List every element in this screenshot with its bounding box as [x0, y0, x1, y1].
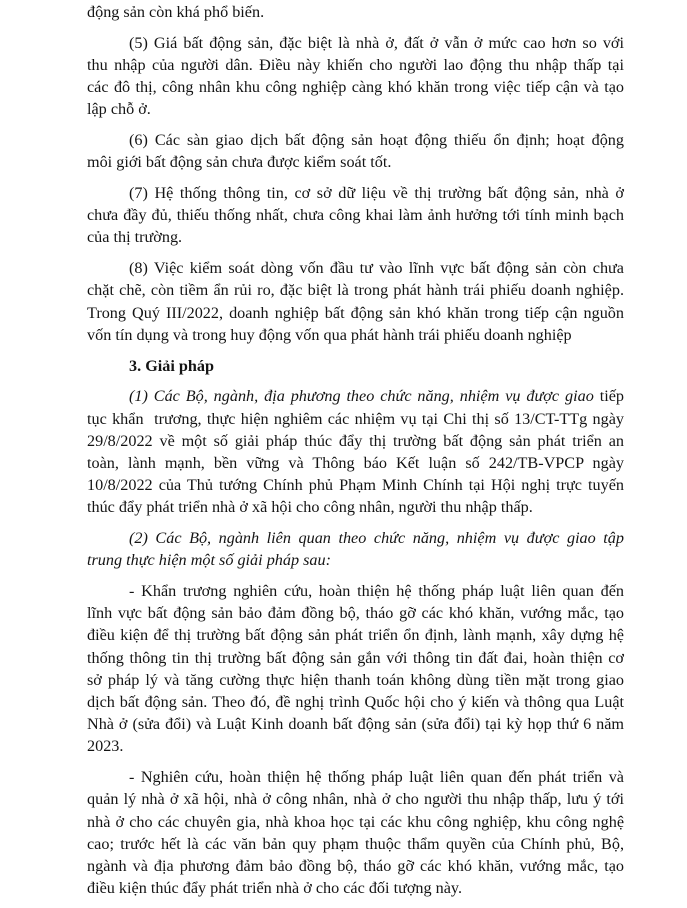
lead-rest: tiếp — [593, 387, 624, 406]
text-line: Nhà ở (sửa đổi) và Luật Kinh doanh bất động sản (sửa đổi) tại kỳ họp thứ 6 năm — [87, 715, 624, 734]
text-line: - Nghiên cứu, hoàn thiện hệ thống pháp luật liên quan đến phát triển và — [129, 768, 624, 787]
text-line: (2) Các Bộ, ngành liên quan theo chức năng, nhiệm vụ được giao tập — [129, 529, 624, 548]
text-line: các đô thị, công nhân khu công nghiệp càng khó khăn trong việc tiếp cận và tạo — [87, 78, 624, 97]
text-line: ngành và địa phương đảm bảo đồng bộ, tháo gỡ các khó khăn, vướng mắc, tạo — [87, 856, 624, 875]
paragraph-7 — [87, 182, 624, 249]
text-line: sở pháp lý và tăng cường thực hiện thanh toán không dùng tiền mặt trong giao — [87, 670, 624, 689]
text-line: (8) Việc kiểm soát dòng vốn đầu tư vào lĩnh vực bất động sản còn chưa — [129, 259, 624, 278]
text-line: chặt chẽ, còn tiềm ẩn rủi ro, đặc biệt là trong phát hành trái phiếu doanh nghiệp. — [87, 281, 624, 300]
text-line: nhà ở cho các chuyên gia, nhà khoa học tại các khu công nghiệp, khu công nghệ — [87, 812, 624, 831]
text-line: dịch bất động sản. Theo đó, đề nghị trình Quốc hội cho ý kiến và thông qua Luật — [87, 693, 624, 711]
bullet-item-1 — [87, 580, 624, 758]
text-line: Trong Quý III/2022, doanh nghiệp bất động sản khó khăn trong tiếp cận nguồn — [87, 303, 624, 322]
text-line: tục khẩn trương, thực hiện nghiêm các nhiệm vụ tại Chi thị số 13/CT-TTg ngày — [87, 409, 624, 428]
text-line: 10/8/2022 của Thủ tướng Chính phủ Phạm Minh Chính tại Hội nghị trực tuyến — [87, 476, 624, 495]
text-line: (6) Các sàn giao dịch bất động sản hoạt động thiếu ổn định; hoạt động — [129, 131, 624, 150]
text-line: trung thực hiện một số giải pháp sau: — [87, 551, 331, 570]
text-line: môi giới bất động sản chưa được kiểm soát tốt. — [87, 153, 392, 172]
text-line: cao; trước hết là các văn bản quy phạm thuộc thẩm quyền của Chính phủ, Bộ, — [87, 834, 624, 853]
solution-1 — [87, 385, 624, 518]
paragraph-5 — [87, 32, 624, 121]
italic-lead: (1) Các Bộ, ngành, địa phương theo chức năng, nhiệm vụ được giao — [129, 387, 594, 406]
paragraph-8 — [87, 257, 624, 346]
paragraph-continuation — [87, 1, 624, 23]
text-line: của thị trường. — [87, 228, 183, 247]
text-line: (5) Giá bất động sản, đặc biệt là nhà ở, đất ở vẫn ở mức cao hơn so với — [129, 33, 624, 52]
text-line: điều kiện thúc đẩy phát triển nhà ở cho các đối tượng này. — [87, 879, 463, 898]
text-line: 2023. — [87, 737, 124, 756]
text-line: thu nhập của người dân. Điều này khiến cho người lao động thu nhập thấp tại — [87, 55, 624, 74]
text-line: vốn tín dụng và trong huy động vốn qua phát hành trái phiếu doanh nghiệp — [87, 325, 572, 344]
text-line: toàn, lành mạnh, bền vững và Thông báo Kết luận số 242/TB-VPCP ngày — [87, 453, 624, 472]
text-line: (7) Hệ thống thông tin, cơ sở dữ liệu về thị trường bất động sản, nhà ở — [129, 184, 624, 203]
section-heading: 3. Giải pháp — [129, 356, 215, 375]
solution-2 — [87, 527, 624, 571]
text-line: quản lý nhà ở xã hội, nhà ở công nhân, nhà ở cho người thu nhập thấp, lưu ý tới — [87, 790, 624, 809]
text-line: động sản còn khá phổ biến. — [87, 3, 265, 21]
text-line: chưa đầy đủ, thiếu thống nhất, chưa công khai làm ảnh hưởng tới tính minh bạch — [87, 206, 624, 225]
text-line: điều kiện để thị trường bất động sản phát triển ổn định, lành mạnh, xây dựng hệ — [87, 626, 624, 645]
text-line: - Khẩn trương nghiên cứu, hoàn thiện hệ thống pháp luật liên quan đến — [129, 582, 624, 601]
bullet-item-2 — [87, 766, 624, 899]
text-line — [87, 385, 624, 407]
text-line: lập chỗ ở. — [87, 100, 151, 119]
paragraph-6 — [87, 129, 624, 173]
text-line: thúc đẩy phát triển nhà ở xã hội cho công nhân, người thu nhập thấp. — [87, 498, 533, 517]
text-line: thống thông tin thị trường bất động sản gắn với thông tin đất đai, hoàn thiện cơ — [87, 648, 624, 667]
text-line: lĩnh vực bất động sản bảo đảm đồng bộ, tháo gỡ các khó khăn, vướng mắc, tạo — [87, 604, 624, 623]
text-line: 29/8/2022 về một số giải pháp thúc đẩy thị trường bất động sản phát triển an — [87, 431, 624, 450]
document-page — [87, 0, 624, 908]
